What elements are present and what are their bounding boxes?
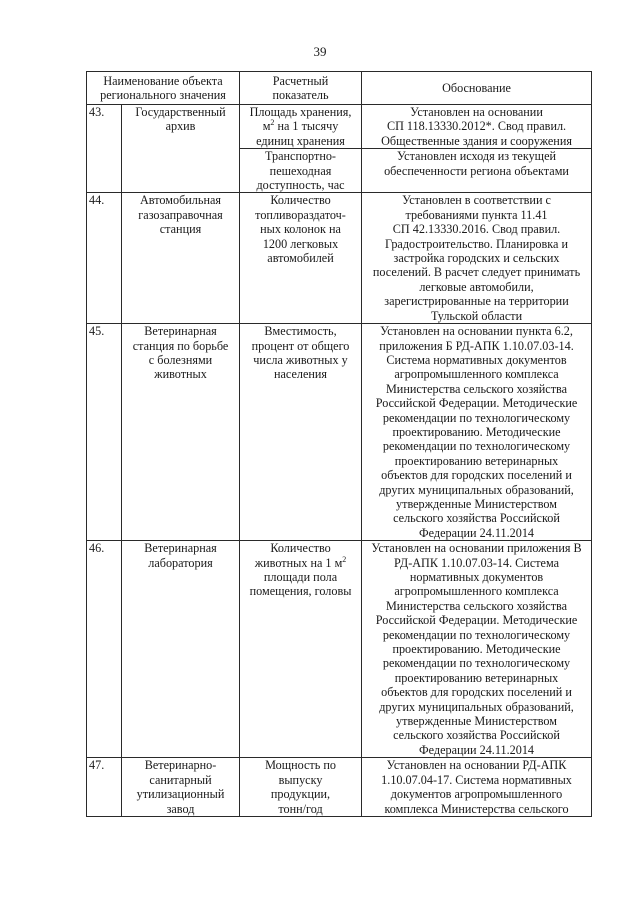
basis-cell xyxy=(362,193,592,324)
indicator-cell-line: помещения, головы xyxy=(249,584,352,599)
table-row xyxy=(87,193,592,324)
indicator-cell xyxy=(240,541,362,758)
basis-cell-line: агропромышленного комплекса xyxy=(394,367,559,382)
basis-cell-line: сельского хозяйства Российской xyxy=(393,728,560,743)
basis-cell-line: рекомендации по технологическому xyxy=(382,410,571,425)
table-row xyxy=(87,541,592,758)
basis-cell-line: Установлен на основании xyxy=(410,105,543,119)
basis-cell-line: проектированию ветеринарных xyxy=(394,670,559,685)
basis-cell-line: Установлен исходя из текущей xyxy=(397,149,557,164)
object-name-cell xyxy=(122,324,240,541)
indicator-cell xyxy=(240,324,362,541)
basis-cell-line: комплекса Министерства сельского xyxy=(384,801,569,816)
basis-cell-line: объектов для городских поселений и xyxy=(381,685,572,700)
object-name-cell-line: с болезнями xyxy=(148,352,213,367)
header-basis-line: Обоснование xyxy=(442,80,511,95)
header-indicator xyxy=(240,72,362,105)
header-object-name-line: регионального значения xyxy=(100,88,226,102)
basis-cell-line: Установлен на основании пункта 6.2, xyxy=(380,324,573,339)
basis-cell-line: нормативных документов xyxy=(409,570,544,584)
header-object-name-line: Наименование объекта xyxy=(103,73,223,88)
basis-cell-line: проектированию ветеринарных xyxy=(394,453,559,468)
indicator-cell-line: Транспортно- xyxy=(265,149,336,164)
indicator-cell-line: Площадь хранения, xyxy=(249,105,352,119)
basis-cell xyxy=(362,324,592,541)
basis-cell-line: Установлен на основании приложения В xyxy=(371,541,582,556)
object-name-cell-line: станция по борьбе xyxy=(132,338,229,353)
basis-cell-line: Система нормативных документов xyxy=(386,352,567,367)
basis-cell-line: застройка городских и сельских xyxy=(393,251,560,266)
basis-cell-line: СП 42.13330.2016. Свод правил. xyxy=(392,222,561,237)
table-row xyxy=(87,149,592,193)
basis-cell-line: Установлен в соответствии с xyxy=(402,193,551,208)
object-name-cell xyxy=(122,149,240,193)
indicator-cell-line: автомобилей xyxy=(267,251,334,266)
indicator-cell-line: ных колонок на xyxy=(260,222,341,237)
basis-cell-line: обеспеченности региона объектами xyxy=(384,163,569,178)
object-name-cell-line: Государственный xyxy=(135,105,226,119)
indicator-cell xyxy=(240,149,362,193)
basis-cell-line: утвержденные Министерством xyxy=(396,714,557,729)
row-number: 43. xyxy=(87,105,122,149)
object-name-cell xyxy=(122,541,240,758)
basis-cell-line: сельского хозяйства Российской xyxy=(393,511,560,526)
basis-cell-line: документов агропромышленного xyxy=(390,787,563,802)
basis-cell-line: агропромышленного комплекса xyxy=(394,584,559,599)
row-number: 45. xyxy=(87,324,122,541)
table-header-row xyxy=(87,72,592,105)
basis-cell-line: 1.10.07.04-17. Система нормативных xyxy=(381,772,572,787)
basis-cell-line: приложения Б РД-АПК 1.10.07.03-14. xyxy=(379,338,574,353)
indicator-cell-line: единиц хранения xyxy=(256,133,345,148)
basis-cell-line: Градостроительство. Планировка и xyxy=(385,236,568,251)
basis-cell xyxy=(362,105,592,149)
object-name-cell-line: Ветеринарная xyxy=(144,324,217,339)
table-row xyxy=(87,105,592,149)
basis-cell-line: утвержденные Министерством xyxy=(396,496,557,511)
indicator-cell-line: числа животных у xyxy=(253,352,348,367)
object-name-cell-line: Автомобильная xyxy=(140,193,221,208)
basis-cell xyxy=(362,541,592,758)
header-object-name xyxy=(87,72,240,105)
basis-cell-line: Российской Федерации. Методические xyxy=(375,396,578,411)
indicator-cell-line: тонн/год xyxy=(278,801,323,816)
basis-cell-line: Тульской области xyxy=(430,308,523,323)
row-number xyxy=(87,149,122,193)
page-number: 39 xyxy=(313,44,327,59)
object-name-cell-line: животных xyxy=(154,367,207,382)
indicator-cell-line: выпуску xyxy=(278,772,323,787)
indicator-cell-line: пешеходная xyxy=(269,163,332,178)
basis-cell-line: зарегистрированные на территории xyxy=(384,294,569,309)
object-name-cell-line: архив xyxy=(165,119,196,134)
regulation-table xyxy=(86,71,592,817)
indicator-cell-line: топливораздаточ- xyxy=(255,207,346,222)
basis-cell-line: Федерации 24.11.2014 xyxy=(419,742,535,757)
object-name-cell xyxy=(122,105,240,149)
indicator-cell xyxy=(240,758,362,817)
basis-cell-line: Федерации 24.11.2014 xyxy=(419,525,535,540)
object-name-cell-line: станция xyxy=(159,222,202,237)
basis-cell-line: СП 118.13330.2012*. Свод правил. xyxy=(386,119,567,134)
object-name-cell xyxy=(122,758,240,817)
object-name-cell-line: Ветеринарная xyxy=(144,541,217,556)
basis-cell-line: проектированию. Методические xyxy=(392,424,561,439)
basis-cell-line: Российской Федерации. Методические xyxy=(375,613,578,628)
table-body xyxy=(87,105,592,817)
basis-cell-line: рекомендации по технологическому xyxy=(382,656,571,671)
row-number: 44. xyxy=(87,193,122,324)
object-name-cell-line: утилизационный xyxy=(136,787,225,802)
header-basis xyxy=(362,72,592,105)
indicator-cell-line: Мощность по xyxy=(265,758,336,773)
basis-cell-line: РД-АПК 1.10.07.03-14. Система xyxy=(394,555,559,570)
indicator-cell-line: Вместимость, xyxy=(264,324,337,339)
indicator-cell-line: Количество xyxy=(270,193,331,208)
indicator-cell-line: процент от общего xyxy=(251,338,350,353)
basis-cell-line: рекомендации по технологическому xyxy=(382,439,571,454)
row-number: 46. xyxy=(87,541,122,758)
indicator-cell xyxy=(240,105,362,149)
basis-cell xyxy=(362,758,592,817)
basis-cell-line: Общественные здания и сооружения xyxy=(381,133,572,148)
indicator-cell-line: 1200 легковых xyxy=(262,236,339,251)
indicator-cell-line: животных на 1 $м^2$ xyxy=(254,554,347,570)
object-name-cell-line: завод xyxy=(166,801,195,816)
basis-cell-line: Министерства сельского хозяйства xyxy=(385,381,568,396)
object-name-cell-line: санитарный xyxy=(149,772,212,787)
indicator-cell-line: $м^2$ на 1 тысячу xyxy=(262,118,339,134)
indicator-cell-line: продукции, xyxy=(270,787,331,802)
basis-cell-line: Установлен на основании РД-АПК xyxy=(386,758,567,773)
basis-cell-line: других муниципальных образований, xyxy=(379,482,574,497)
header-indicator-line: показатель xyxy=(272,88,329,102)
basis-cell-line: рекомендации по технологическому xyxy=(382,627,571,642)
basis-cell-line: других муниципальных образований, xyxy=(379,699,574,714)
basis-cell-line: объектов для городских поселений и xyxy=(381,468,572,483)
indicator-cell-line: Количество xyxy=(270,541,331,556)
object-name-cell-line: лаборатория xyxy=(148,555,213,570)
indicator-cell-line: населения xyxy=(273,367,328,382)
indicator-cell-line: площади пола xyxy=(263,570,338,584)
basis-cell-line: требованиями пункта 11.41 xyxy=(405,207,548,222)
basis-cell xyxy=(362,149,592,193)
indicator-cell-line: доступность, час xyxy=(256,178,345,193)
row-number: 47. xyxy=(87,758,122,817)
object-name-cell-line: Ветеринарно- xyxy=(144,758,217,773)
indicator-cell xyxy=(240,193,362,324)
basis-cell-line: Министерства сельского хозяйства xyxy=(385,598,568,613)
basis-cell-line: легковые автомобили, xyxy=(419,279,534,294)
basis-cell-line: проектированию. Методические xyxy=(392,642,561,657)
table-row xyxy=(87,758,592,817)
object-name-cell xyxy=(122,193,240,324)
table-row xyxy=(87,324,592,541)
object-name-cell-line: газозаправочная xyxy=(138,207,223,222)
header-indicator-line: Расчетный xyxy=(272,73,329,88)
basis-cell-line: поселений. В расчет следует принимать xyxy=(372,265,581,280)
